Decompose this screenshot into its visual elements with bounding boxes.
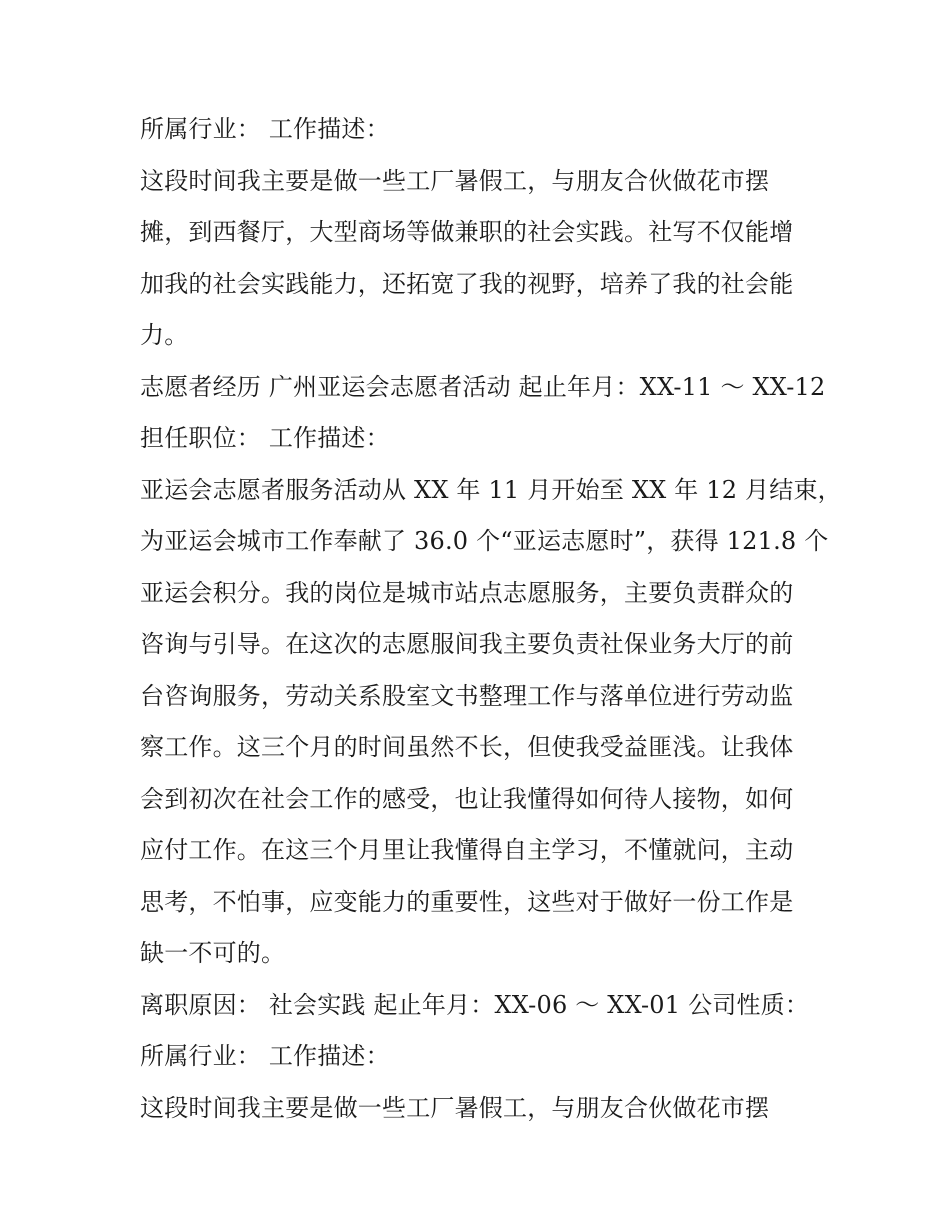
text-line: 担任职位： 工作描述：	[140, 424, 390, 452]
text-line: 加我的社会实践能力，还拓宽了我的视野，培养了我的社会能	[140, 269, 794, 298]
text-line: 应付工作。在这三个月里让我懂得自主学习，不懂就问，主动	[140, 836, 794, 864]
text-line: 亚运会志愿者服务活动从 XX 年 11 月开始至 XX 年 12 月结束，	[140, 475, 842, 504]
text-line: 为亚运会城市工作奉献了 36.0 个“亚运志愿时”，获得 121.8 个	[140, 527, 829, 555]
text-line: 咨询与引导。在这次的志愿服间我主要负责社保业务大厅的前	[140, 630, 794, 658]
text-line: 台咨询服务，劳动关系股室文书整理工作与落单位进行劳动监	[140, 681, 794, 710]
text-line: 会到初次在社会工作的感受，也让我懂得如何待人接物，如何	[140, 784, 794, 813]
text-line: 离职原因： 社会实践 起止年月：XX-06 ～ XX-01 公司性质：	[140, 990, 810, 1019]
text-line: 察工作。这三个月的时间虽然不长，但使我受益匪浅。让我体	[140, 733, 794, 761]
text-line: 缺一不可的。	[140, 939, 286, 967]
document-body	[140, 104, 842, 1134]
text-line: 这段时间我主要是做一些工厂暑假工，与朋友合伙做花市摆	[140, 166, 770, 195]
text-line: 所属行业： 工作描述：	[140, 115, 390, 143]
text-line: 亚运会积分。我的岗位是城市站点志愿服务，主要负责群众的	[140, 578, 794, 607]
text-line: 这段时间我主要是做一些工厂暑假工，与朋友合伙做花市摆	[140, 1093, 770, 1122]
text-line: 志愿者经历 广州亚运会志愿者活动 起止年月：XX-11 ～ XX-12	[140, 372, 826, 401]
text-line: 摊，到西餐厅，大型商场等做兼职的社会实践。社写不仅能增	[140, 218, 794, 246]
text-line: 所属行业： 工作描述：	[140, 1042, 390, 1070]
text-line: 思考，不怕事，应变能力的重要性，这些对于做好一份工作是	[140, 887, 794, 916]
text-line: 力。	[140, 321, 189, 349]
